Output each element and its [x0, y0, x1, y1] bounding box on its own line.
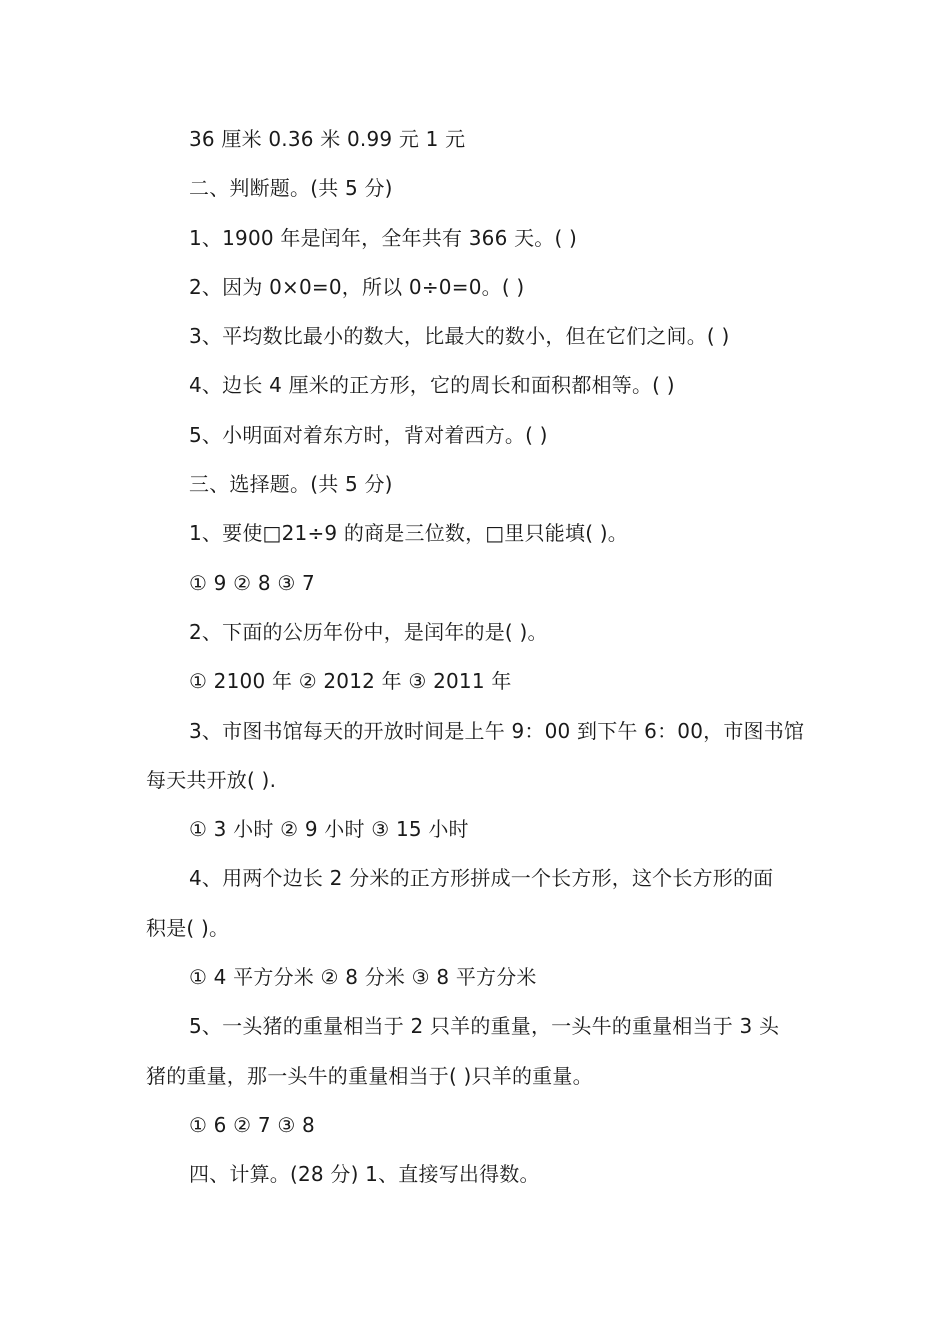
choice-question-5-line-2: 猪的重量，那一头牛的重量相当于( )只羊的重量。	[146, 1063, 593, 1088]
choice-question-1: 1、要使□21÷9 的商是三位数，□里只能填( )。	[189, 521, 628, 546]
choice-question-5-line-1: 5、一头猪的重量相当于 2 只羊的重量，一头牛的重量相当于 3 头	[189, 1014, 780, 1039]
judge-question-4: 4、边长 4 厘米的正方形，它的周长和面积都相等。( )	[189, 373, 675, 398]
choice-question-4	[146, 854, 812, 953]
choice-question-4-line-1: 4、用两个边长 2 分米的正方形拼成一个长方形，这个长方形的面	[189, 866, 774, 891]
choice-question-2: 2、下面的公历年份中，是闰年的是( )。	[189, 619, 548, 644]
choice-question-3	[146, 707, 812, 806]
judge-question-3: 3、平均数比最小的数大，比最大的数小，但在它们之间。( )	[189, 324, 730, 349]
unit-conversion-line: 36 厘米 0.36 米 0.99 元 1 元	[189, 127, 466, 151]
choice-question-3-line-1: 3、市图书馆每天的开放时间是上午 9：00 到下午 6：00，市图书馆	[189, 718, 805, 743]
document-body	[146, 115, 812, 1200]
judge-question-5: 5、小明面对着东方时，背对着西方。( )	[189, 422, 548, 447]
choice-question-4-line-2: 积是( )。	[146, 915, 230, 940]
section-2-heading: 二、判断题。(共 5 分)	[189, 176, 393, 201]
section-4-heading: 四、计算。(28 分) 1、直接写出得数。	[189, 1162, 540, 1187]
judge-question-1: 1、1900 年是闰年，全年共有 366 天。( )	[189, 225, 578, 250]
section-3-heading: 三、选择题。(共 5 分)	[189, 472, 393, 497]
choice-question-2-options: ① 2100 年 ② 2012 年 ③ 2011 年	[189, 669, 512, 694]
judge-question-2: 2、因为 0×0=0，所以 0÷0=0。( )	[189, 274, 525, 299]
choice-question-3-line-2: 每天共开放( ).	[146, 767, 277, 792]
choice-question-1-options: ① 9 ② 8 ③ 7	[189, 570, 315, 595]
choice-question-5-options: ① 6 ② 7 ③ 8	[189, 1112, 315, 1137]
choice-question-4-options: ① 4 平方分米 ② 8 分米 ③ 8 平方分米	[189, 965, 537, 990]
choice-question-3-options: ① 3 小时 ② 9 小时 ③ 15 小时	[189, 817, 469, 842]
choice-question-5	[146, 1002, 812, 1101]
